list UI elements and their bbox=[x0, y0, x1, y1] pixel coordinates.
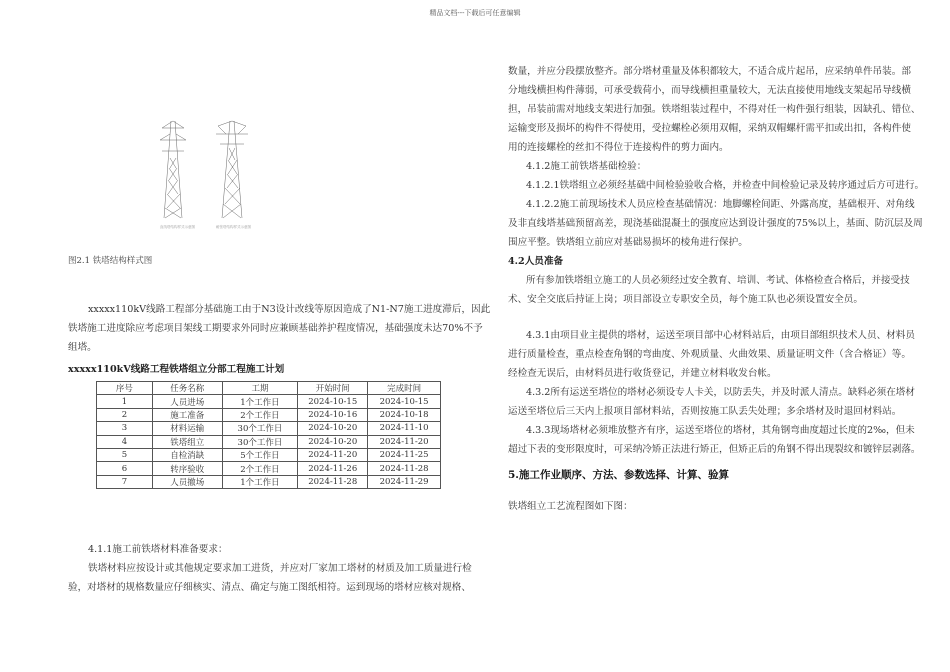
cell-start: 2024-10-20 bbox=[298, 435, 368, 448]
table-row bbox=[97, 408, 441, 421]
section-4-2-heading: 4.2人员准备 bbox=[508, 256, 564, 267]
cell-duration: 5个工作日 bbox=[222, 448, 298, 461]
tension-tower-drawing bbox=[216, 121, 248, 218]
paragraph-line: 4.1.2.2施工前现场技术人员应检查基础情况：地脚螺栓间距、外露高度，基础根开、对角线 bbox=[526, 199, 915, 210]
cell-start: 2024-10-16 bbox=[298, 408, 368, 421]
cell-index: 2 bbox=[97, 408, 153, 421]
schedule-table bbox=[96, 381, 441, 489]
cell-start: 2024-10-15 bbox=[298, 395, 368, 408]
cell-start: 2024-11-28 bbox=[298, 475, 368, 488]
table-row bbox=[97, 462, 441, 475]
column-header: 完成时间 bbox=[368, 382, 441, 395]
paragraph-line: 4.3.3现场塔材必须堆放整齐有序，运送至塔位的塔材，其角钢弯曲度超过长度的2‰，但未 bbox=[526, 425, 915, 436]
paragraph-line: 4.3.1由项目业主提供的塔材，运送至项目部中心材料站后，由项目部组织技术人员、材料员 bbox=[526, 330, 915, 341]
cell-task: 人员进场 bbox=[152, 395, 222, 408]
cell-duration: 1个工作日 bbox=[222, 395, 298, 408]
table-row bbox=[97, 395, 441, 408]
cell-end: 2024-11-28 bbox=[368, 462, 441, 475]
cell-duration: 2个工作日 bbox=[222, 408, 298, 421]
page-header: 精品文档---下载后可任意编辑 bbox=[429, 9, 521, 17]
straight-tower-drawing bbox=[160, 121, 186, 218]
column-header: 任务名称 bbox=[152, 382, 222, 395]
section-4-1-1-title: 4.1.1施工前铁塔材料准备要求： bbox=[88, 544, 228, 555]
table-title: xxxxx110kV线路工程铁塔组立分部工程施工计划 bbox=[68, 364, 285, 375]
column-header: 序号 bbox=[97, 382, 153, 395]
paragraph-line: 所有参加铁塔组立施工的人员必须经过安全教育、培训、考试、体格检查合格后，并接受技 bbox=[526, 275, 910, 286]
paragraph-line: 铁塔组立工艺流程图如下图： bbox=[508, 501, 633, 512]
tower2-label: 耐张塔结构样式示意图 bbox=[216, 225, 251, 229]
cell-task: 人员撤场 bbox=[152, 475, 222, 488]
section-4-1-1-line: 铁塔材料应按设计或其他规定要求加工进货，并应对厂家加工塔材的材质及加工质量进行检 bbox=[88, 563, 472, 574]
cell-task: 材料运输 bbox=[152, 422, 222, 435]
cell-end: 2024-11-20 bbox=[368, 435, 441, 448]
intro-paragraph-line: 铁塔施工进度除应考虑项目架线工期要求外同时应兼顾基础养护程度情况，基础强度未达70%不予 bbox=[68, 323, 483, 334]
paragraph-line: 运输变形及损坏的构件不得使用，受拉螺栓必须用双帽，采纳双帽螺杆需平扣或出扣，各构件使 bbox=[508, 123, 911, 134]
cell-index: 3 bbox=[97, 422, 153, 435]
cell-index: 1 bbox=[97, 395, 153, 408]
table-row bbox=[97, 435, 441, 448]
paragraph-line: 数量，并应分段摆放整齐。部分塔材重量及体积都较大，不适合成片起吊，应采纳单件吊装。部 bbox=[508, 66, 911, 77]
tower1-label: 直线塔结构样式示意图 bbox=[160, 225, 195, 229]
cell-task: 铁塔组立 bbox=[152, 435, 222, 448]
cell-end: 2024-11-25 bbox=[368, 448, 441, 461]
table-header-row bbox=[97, 382, 441, 395]
cell-end: 2024-10-15 bbox=[368, 395, 441, 408]
paragraph-line: 术、安全交底后持证上岗；项目部设立专职安全员，每个施工队也必须设置安全员。 bbox=[508, 294, 863, 305]
paragraph-line: 超过下表的变形限度时，可采纳冷矫正法进行矫正，但矫正后的角钢不得出现裂纹和镀锌层剥落。 bbox=[508, 444, 921, 455]
table-row bbox=[97, 475, 441, 488]
cell-start: 2024-11-26 bbox=[298, 462, 368, 475]
paragraph-line: 4.3.2所有运送至塔位的塔材必须设专人卡关，以防丢失，并及时派人清点。缺料必须在塔材 bbox=[526, 387, 915, 398]
cell-task: 自检消缺 bbox=[152, 448, 222, 461]
cell-start: 2024-11-20 bbox=[298, 448, 368, 461]
figure-caption: 图2.1 铁塔结构样式图 bbox=[68, 256, 153, 266]
column-header: 开始时间 bbox=[298, 382, 368, 395]
cell-task: 施工准备 bbox=[152, 408, 222, 421]
table-row bbox=[97, 422, 441, 435]
paragraph-line: 运送至塔位后三天内上报项目部材料站，否则按施工队丢失处理；多余塔材及时退回材料站。 bbox=[508, 406, 902, 417]
paragraph-line: 担，吊装前需对地线支架进行加强。铁塔组装过程中，不得对任一构件强行组装，因缺孔、错位、 bbox=[508, 104, 921, 115]
intro-paragraph-line: 组塔。 bbox=[68, 342, 97, 353]
cell-end: 2024-11-10 bbox=[368, 422, 441, 435]
paragraph-line: 围应平整。铁塔组立前应对基础易损坏的棱角进行保护。 bbox=[508, 237, 748, 248]
cell-index: 7 bbox=[97, 475, 153, 488]
section-4-1-2-title: 4.1.2施工前铁塔基础检验： bbox=[526, 161, 647, 172]
section-5-heading: 5.施工作业顺序、方法、参数选择、计算、验算 bbox=[508, 469, 729, 481]
cell-duration: 2个工作日 bbox=[222, 462, 298, 475]
cell-index: 5 bbox=[97, 448, 153, 461]
tower-figure bbox=[150, 118, 270, 233]
intro-paragraph-line: xxxxx110kV线路工程部分基础施工由于N3设计改线等原因造成了N1-N7施工进度滞后，因此 bbox=[88, 304, 491, 315]
column-header: 工期 bbox=[222, 382, 298, 395]
cell-index: 4 bbox=[97, 435, 153, 448]
table-row bbox=[97, 448, 441, 461]
section-4-1-1-line: 验，对塔材的规格数量应仔细核实、清点、确定与施工图纸相符。运到现场的塔材应核对规格、 bbox=[68, 582, 471, 593]
cell-end: 2024-10-18 bbox=[368, 408, 441, 421]
paragraph-line: 分地线横担构件薄弱，可承受载荷小，而导线横担重量较大，无法直接使用地线支架起吊导线横 bbox=[508, 85, 911, 96]
paragraph-line: 经检查无误后，由材料员进行收货登记，并建立材料收发台帐。 bbox=[508, 368, 777, 379]
cell-task: 转序验收 bbox=[152, 462, 222, 475]
paragraph-line: 进行质量检查，重点检查角钢的弯曲度、外观质量、火曲效果、质量证明文件（含合格证）等。 bbox=[508, 349, 911, 360]
cell-start: 2024-10-20 bbox=[298, 422, 368, 435]
cell-duration: 30个工作日 bbox=[222, 422, 298, 435]
cell-index: 6 bbox=[97, 462, 153, 475]
paragraph-line: 4.1.2.1铁塔组立必须经基础中间检验验收合格，并检查中间检验记录及转序通过后方可进行。 bbox=[526, 180, 925, 191]
cell-duration: 30个工作日 bbox=[222, 435, 298, 448]
cell-duration: 1个工作日 bbox=[222, 475, 298, 488]
cell-end: 2024-11-29 bbox=[368, 475, 441, 488]
paragraph-line: 用的连接螺栓的丝扣不得位于连接构件的剪力面内。 bbox=[508, 142, 729, 153]
paragraph-line: 及非直线塔基础预留高差，现浇基础混凝土的强度应达到设计强度的75%以上，基面、防沉层及周 bbox=[508, 218, 923, 229]
